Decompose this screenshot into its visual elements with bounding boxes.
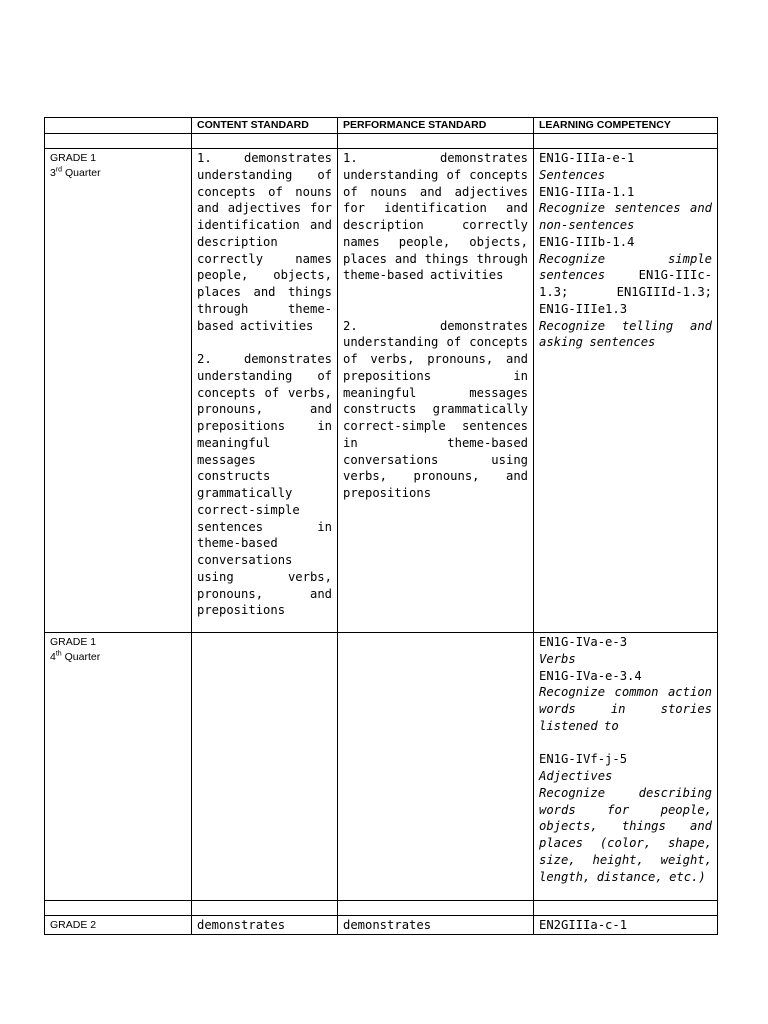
competency-description: Recognize common action words in stories listened to xyxy=(539,685,712,733)
competency-code: EN1G-IIIa-1.1 xyxy=(539,184,635,199)
header-performance-standard: PERFORMANCE STANDARD xyxy=(338,118,534,134)
grade-label: GRADE 1 xyxy=(50,636,97,648)
grade-cell xyxy=(45,916,192,935)
spacer-row xyxy=(45,901,718,916)
performance-standard-cell: demonstrates xyxy=(338,916,534,935)
competency-code: EN1G-IVa-e-3.4 xyxy=(539,668,642,683)
curriculum-table xyxy=(44,117,718,935)
competency-description: Recognize sentences and non-sentences xyxy=(539,201,712,232)
competency-topic: Sentences xyxy=(539,167,606,182)
quarter-label: 3rd Quarter xyxy=(50,166,101,179)
learning-competency-cell: EN2GIIIa-c-1 xyxy=(534,916,718,935)
competency-mixed-line: Recognize simple sentences EN1G-IIIc-1.3; EN1GIIId-1.3; EN1G-IIIe1.3 xyxy=(539,251,712,316)
grade-cell xyxy=(45,633,192,901)
competency-topic: Verbs xyxy=(539,651,576,666)
header-learning-competency: LEARNING COMPETENCY xyxy=(534,118,718,134)
content-standard-item-1: 1. demonstrates understanding of concepts of nouns and adjectives for identification and description correctly names people, objects, places and things through theme-based activities xyxy=(197,151,332,333)
competency-code: EN1G-IVf-j-5 xyxy=(539,752,628,767)
performance-standard-cell xyxy=(338,149,534,633)
competency-code: EN1G-IIIa-e-1 xyxy=(539,151,635,165)
performance-standard-item-1: 1. demonstrates understanding of concepts of nouns and adjectives for identification and description correctly names people, objects, places and things through theme-based activities xyxy=(343,151,528,283)
learning-competency-cell xyxy=(534,633,718,901)
grade-cell xyxy=(45,149,192,633)
content-standard-cell xyxy=(192,633,338,901)
header-row xyxy=(45,118,718,134)
competency-topic: Adjectives xyxy=(539,769,613,783)
header-empty-cell xyxy=(45,118,192,134)
table-row xyxy=(45,149,718,633)
competency-description: Recognize telling and asking sentences xyxy=(539,318,712,350)
competency-description: Recognize describing words for people, objects, things and places (color, shape, size, height, weight, length, distance, etc.) xyxy=(539,785,712,884)
table-row xyxy=(45,633,718,901)
performance-standard-item-2: 2. demonstrates understanding of concepts of verbs, pronouns, and prepositions in meaningful messages constructs grammatically correct-simple sentences in theme-based conversations using verbs, pronouns, and prepositions xyxy=(343,318,528,500)
competency-code: EN1G-IVa-e-3 xyxy=(539,635,628,649)
grade-label: GRADE 1 xyxy=(50,152,97,164)
competency-code: EN1G-IIIb-1.4 xyxy=(539,234,635,249)
performance-standard-cell xyxy=(338,633,534,901)
spacer-row xyxy=(45,134,718,149)
learning-competency-cell xyxy=(534,149,718,633)
table-row xyxy=(45,916,718,935)
content-standard-cell: demonstrates xyxy=(192,916,338,935)
grade-label: GRADE 2 xyxy=(50,919,97,931)
quarter-label: 4th Quarter xyxy=(50,650,101,663)
content-standard-cell xyxy=(192,149,338,633)
content-standard-item-2: 2. demonstrates understanding of concepts of verbs, pronouns, and prepositions in meaningful messages constructs grammatically correct-simple sentences in theme-based conversations using verbs, pronouns, and prepositions xyxy=(197,352,332,618)
header-content-standard: CONTENT STANDARD xyxy=(192,118,338,134)
